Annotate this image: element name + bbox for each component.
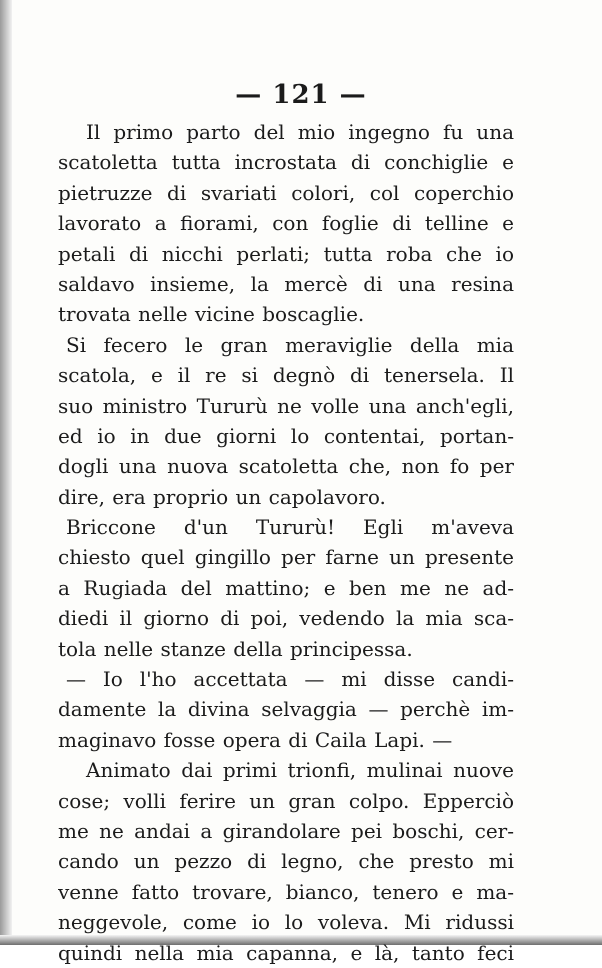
page-number: — 121 —: [235, 80, 367, 110]
text-line: scatola, e il re si degnò di tenersela. Il: [58, 363, 514, 388]
text-line: dogli una nuova scatoletta che, non fo per: [58, 454, 514, 479]
text-line: suo ministro Tururù ne volle una anch'egli,: [58, 393, 514, 418]
text-line: cando un pezzo di legno, che presto mi: [58, 849, 514, 874]
text-line: a Rugiada del mattino; e ben me ne ad-: [58, 575, 514, 600]
text-line: cose; volli ferire un gran colpo. Epperciò: [58, 788, 514, 813]
text-line: dire, era proprio un capolavoro.: [58, 484, 386, 509]
text-line: ed io in due giorni lo contentai, portan-: [58, 423, 514, 448]
text-line: Si fecero le gran meraviglie della mia: [66, 332, 514, 357]
text-line: pietruzze di svariati colori, col coperchio: [58, 180, 514, 205]
text-line: petali di nicchi perlati; tutta roba che io: [58, 241, 514, 266]
text-line: neggevole, come io lo voleva. Mi ridussi: [58, 910, 514, 935]
body-text: [58, 117, 514, 968]
text-line: me ne andai a girandolare pei boschi, cer-: [58, 818, 514, 843]
text-line: Briccone d'un Tururù! Egli m'aveva: [66, 515, 514, 540]
text-line: trovata nelle vicine boscaglie.: [58, 302, 365, 327]
text-line: scatoletta tutta incrostata di conchiglie e: [58, 150, 514, 175]
text-line: diedi il giorno di poi, vedendo la mia sca-: [58, 606, 514, 631]
text-line: saldavo insieme, la mercè di una resina: [58, 271, 514, 296]
text-line: Il primo parto del mio ingegno fu una: [86, 120, 514, 144]
text-line: damente la divina selvaggia — perchè im-: [58, 697, 514, 722]
text-line: quindi nella mia capanna, e là, tanto feci: [58, 940, 514, 965]
text-line: tola nelle stanze della principessa.: [58, 636, 413, 661]
text-line: chiesto quel gingillo per farne un presente: [58, 545, 514, 570]
text-line: maginavo fosse opera di Caila Lapi. —: [58, 727, 453, 752]
text-line: Animato dai primi trionfi, mulinai nuove: [86, 758, 514, 783]
text-line: venne fatto trovare, bianco, tenero e ma-: [58, 879, 514, 904]
binding-shadow: [0, 0, 12, 945]
text-line: lavorato a fiorami, con foglie di telline e: [58, 211, 514, 236]
text-line: — Io l'ho accettata — mi disse candi-: [66, 667, 514, 692]
